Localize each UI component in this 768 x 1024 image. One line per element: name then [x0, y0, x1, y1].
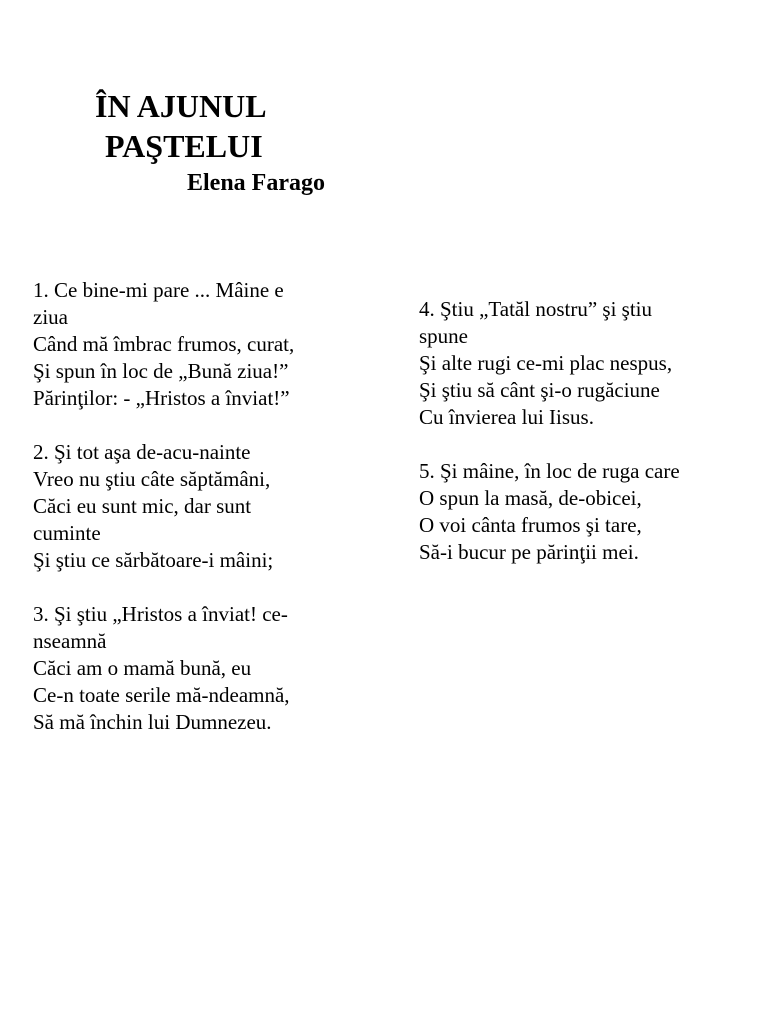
verse-line: Să-i bucur pe părinţii mei.: [419, 540, 639, 564]
stanza-1: [33, 277, 363, 412]
verse-line: Părinţilor: - „Hristos a înviat!”: [33, 386, 290, 410]
verse-line: Să mă închin lui Dumnezeu.: [33, 710, 272, 734]
verse-line: Căci eu sunt mic, dar sunt: [33, 494, 252, 518]
poem-title: [95, 86, 395, 166]
verse-line: Vreo nu ştiu câte săptămâni,: [33, 467, 271, 491]
verse-line: nseamnă: [33, 629, 107, 653]
verse-line: Când mă îmbrac frumos, curat,: [33, 332, 295, 356]
right-column: [419, 296, 749, 593]
stanza-5: [419, 458, 749, 566]
verse-line: Şi spun în loc de „Bună ziua!”: [33, 359, 289, 383]
verse-line: 5. Şi mâine, în loc de ruga care: [419, 459, 680, 483]
verse-line: Şi ştiu ce sărbătoare-i mâini;: [33, 548, 274, 572]
verse-line: Şi alte rugi ce-mi plac nespus,: [419, 351, 673, 375]
verse-line: ziua: [33, 305, 68, 329]
stanza-3: [33, 601, 363, 736]
verse-line: 1. Ce bine-mi pare ... Mâine e: [33, 278, 284, 302]
stanza-2: [33, 439, 363, 574]
verse-line: Ce-n toate serile mă-ndeamnă,: [33, 683, 290, 707]
verse-line: Şi ştiu să cânt şi-o rugăciune: [419, 378, 660, 402]
verse-line: 3. Şi ştiu „Hristos a înviat! ce-: [33, 602, 288, 626]
verse-line: O voi cânta frumos şi tare,: [419, 513, 642, 537]
poem-title-line: ÎN AJUNUL: [95, 88, 267, 124]
poem-author: Elena Farago: [187, 170, 325, 196]
left-column: [33, 277, 363, 763]
poem-title-line: PAŞTELUI: [105, 128, 263, 164]
verse-line: 4. Ştiu „Tatăl nostru” şi ştiu: [419, 297, 653, 321]
verse-line: O spun la masă, de-obicei,: [419, 486, 642, 510]
verse-line: Cu învierea lui Iisus.: [419, 405, 594, 429]
stanza-4: [419, 296, 749, 431]
verse-line: cuminte: [33, 521, 101, 545]
verse-line: Căci am o mamă bună, eu: [33, 656, 252, 680]
verse-line: 2. Şi tot aşa de-acu-nainte: [33, 440, 251, 464]
verse-line: spune: [419, 324, 468, 348]
